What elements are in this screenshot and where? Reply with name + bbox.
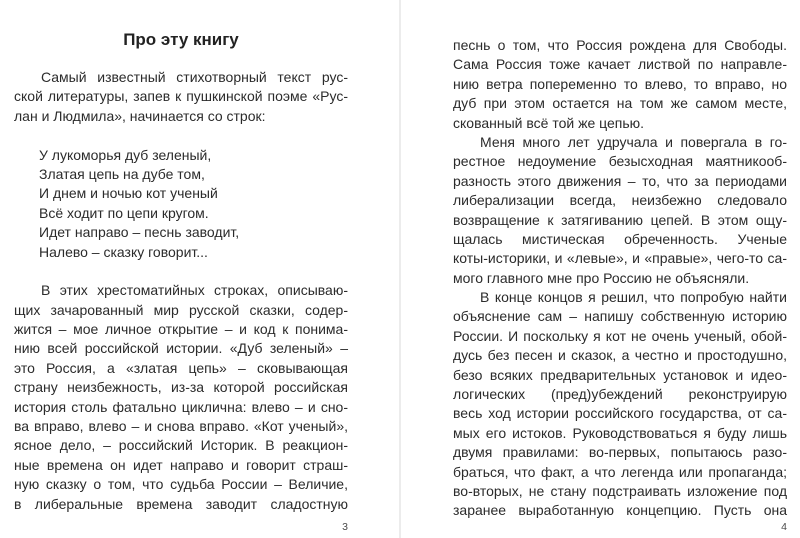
- text-line: щалась мистическая обреченность. Ученые: [453, 230, 787, 247]
- paragraph-block: [453, 133, 787, 288]
- text-line: В этих хрестоматийных строках, описываю-: [41, 282, 348, 299]
- text-line: разность этого движения – то, что за периодами: [453, 172, 787, 189]
- text-line: мых его истоков. Руководствоваться я буду лишь: [453, 424, 787, 441]
- text-line: лан и Людмила», начинается со строк:: [14, 107, 266, 124]
- text-line: безо всяких предварительных установок и идео-: [453, 366, 787, 383]
- text-line: рестное недоумение безысходная маятникооб-: [453, 153, 787, 170]
- text-line: объяснение сам – напишу собственную историю: [453, 308, 787, 325]
- text-line: щих зачарованный мир русской сказки, содер-: [14, 301, 348, 318]
- text-line: нию всей российской истории. «Дуб зеленый» –: [14, 340, 348, 357]
- text-line: И днем и ночью кот ученый: [39, 185, 218, 202]
- paragraph-block: [453, 288, 787, 521]
- text-line: дусь без песен и сказок, а честно и простодушно,: [453, 347, 787, 364]
- page-right-text-column: [453, 36, 787, 521]
- text-line: дуб при этом остается на том же самом месте,: [453, 95, 787, 112]
- text-line: двумя правилами: во-первых, попытаюсь разо-: [453, 444, 787, 461]
- paragraph-block: [14, 68, 348, 126]
- text-line: либерализации всегда, неизбежно следовало: [453, 192, 787, 209]
- text-line: ской литературы, запев к пушкинской поэме «Рус-: [14, 88, 348, 105]
- text-line: история столь фатально циклична: влево – и сно-: [14, 398, 348, 415]
- paragraph-block: [453, 36, 787, 133]
- page-number-left: 3: [342, 521, 348, 533]
- text-line: песнь о том, что Россия рождена для Свободы.: [453, 37, 787, 53]
- text-line: это Россия, а «златая цепь» – сковывающая: [14, 359, 348, 376]
- page-right-blocks: [453, 36, 787, 521]
- text-line: ную сказку о том, что судьба России – Величие,: [14, 476, 348, 493]
- text-line: Златая цепь на дубе том,: [39, 165, 205, 182]
- text-line: скованный всё той же цепью.: [453, 114, 645, 131]
- text-line: России. И поскольку я кот не очень ученый, обой-: [453, 327, 787, 344]
- chapter-title: Про эту книгу: [123, 30, 239, 49]
- poem-block: [14, 146, 348, 262]
- text-line: ясное дело, – российский Историк. В реакцион-: [14, 437, 348, 454]
- text-line: нию ветра попеременно то влево, то вправо, но: [453, 75, 787, 92]
- text-line: страну неизбежность, из-за которой российская: [14, 379, 348, 396]
- text-line: жится – мое личное открытие – и код к понима-: [14, 321, 348, 338]
- text-line: Всё ходит по цепи кругом.: [39, 204, 209, 221]
- page-left-blocks: [14, 68, 348, 514]
- text-line: весь ход истории российского государства, от са-: [453, 405, 787, 422]
- text-line: Налево – сказку говорит...: [39, 243, 208, 260]
- text-line: мого главного мне про Россию не объясняли.: [453, 269, 750, 286]
- page-right[interactable]: [401, 0, 800, 538]
- page-left-text-column: [14, 29, 348, 514]
- text-line: У лукоморья дуб зеленый,: [39, 146, 212, 163]
- text-line: Самый известный стихотворный текст рус-: [41, 69, 348, 85]
- text-line: Меня много лет удручала и повергала в го-: [480, 133, 787, 150]
- text-line: заранее выработанную концепцию. Пусть она: [453, 502, 787, 519]
- text-line: логических (пред)убеждений реконструирую: [453, 386, 787, 403]
- text-line: коты-историки, и «левые», и «правые», чего-то са-: [453, 250, 787, 267]
- text-line: Сама Россия тоже качает листвой по направле-: [453, 56, 787, 73]
- text-line: во-вторых, не стану подстраивать изложение под: [453, 482, 787, 499]
- text-line: В конце концов я решил, что попробую найти: [480, 289, 787, 306]
- text-line: ные времена он идет направо и говорит страш-: [14, 456, 348, 473]
- text-line: браться, что факт, а что легенда или пропаганда;: [453, 463, 787, 480]
- page-number-right: 4: [781, 521, 787, 533]
- text-line: Идет направо – песнь заводит,: [39, 224, 240, 241]
- page-left[interactable]: [0, 0, 399, 538]
- text-line: в либеральные времена заводит сладостную: [14, 495, 348, 512]
- text-line: ва вправо, влево – и снова вправо. «Кот ученый»,: [14, 418, 348, 435]
- text-line: возвращение к затягиванию цепей. В этом ощу-: [453, 211, 787, 228]
- paragraph-block: [14, 281, 348, 514]
